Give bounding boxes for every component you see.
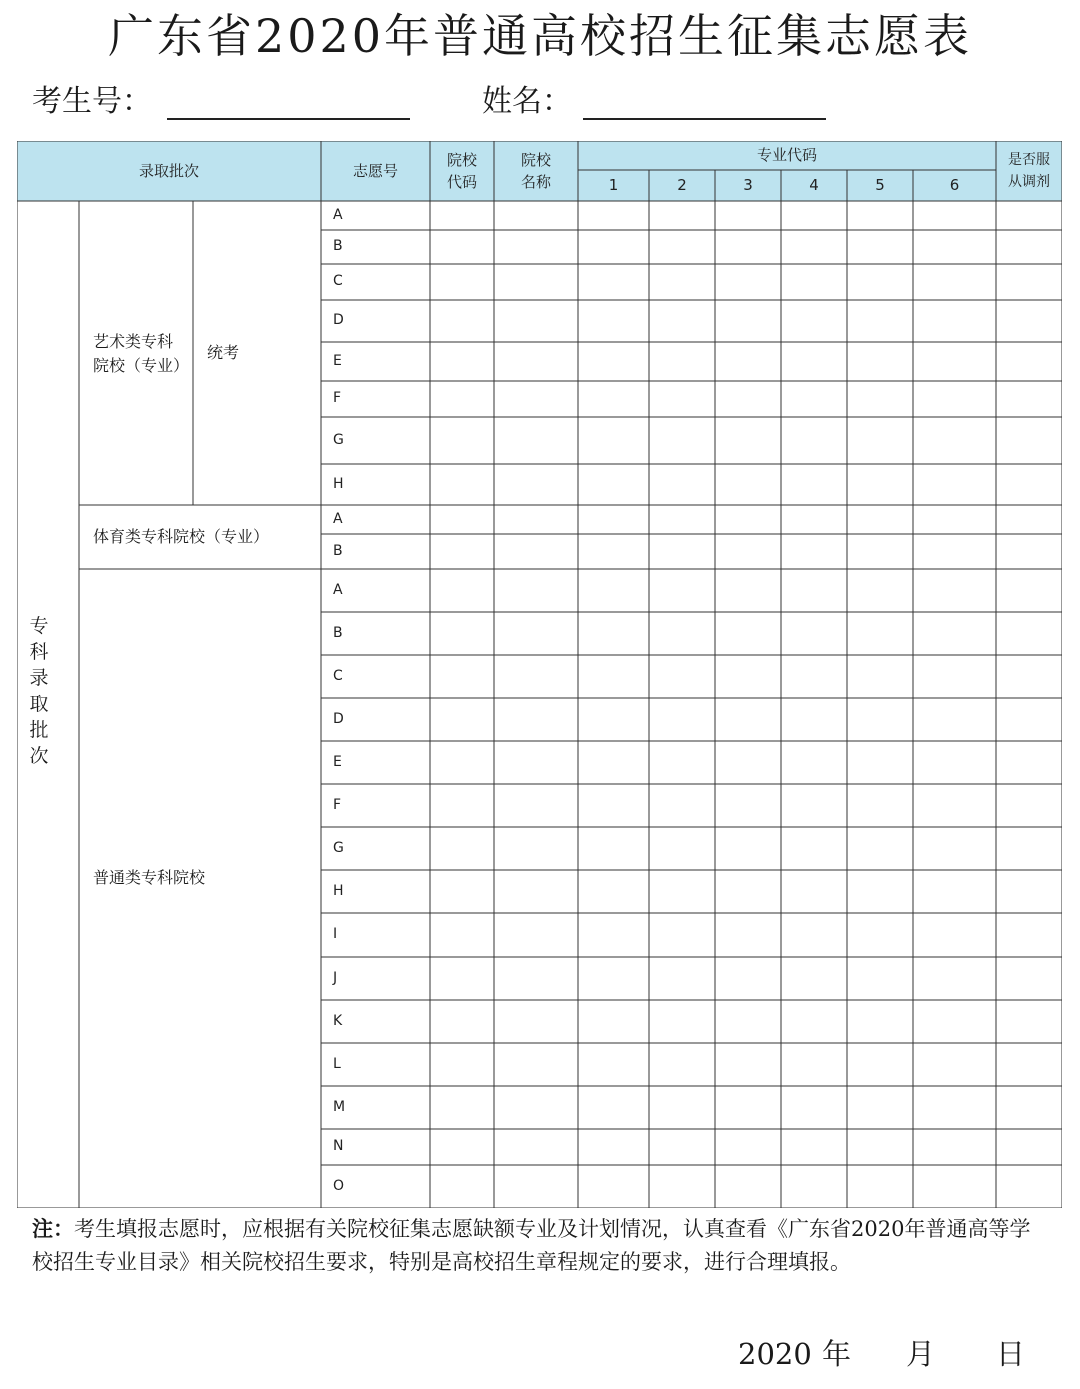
name-field[interactable] [583,118,826,120]
choice-letter-G: G [333,839,344,856]
page-title: 广东省2020年普通高校招生征集志愿表 [107,9,973,63]
sports-group-label: 体育类专科院校（专业） [93,527,270,546]
choice-letter-G: G [333,431,344,448]
date-year: 2020 [738,1337,812,1371]
choice-letter-O: O [333,1177,345,1194]
major-number-2: 2 [677,176,687,194]
header-school-name-line1: 院校 [520,151,551,169]
choice-letter-H: H [333,475,344,492]
major-number-1: 1 [608,176,619,194]
header-school-code-line1: 院校 [446,151,477,169]
choice-letter-B: B [333,238,343,254]
header-school-name [494,149,578,193]
name-label: 姓名： [482,84,572,119]
header-choice-no: 志愿号 [352,162,398,180]
batch-name-vertical [26,613,52,769]
header-school-code-line2: 代码 [446,173,477,191]
batch-name-char: 科 [29,641,49,663]
table-grid [17,141,1062,1208]
choice-letter-B: B [333,542,343,559]
choice-letter-M: M [333,1098,346,1115]
choice-letter-E: E [333,352,342,369]
major-number-5: 5 [875,176,885,194]
batch-name-char: 批 [29,719,49,741]
choice-letter-F: F [333,796,342,813]
header-obey-adjust-line2: 从调剂 [1008,174,1050,190]
header-batch: 录取批次 [138,162,199,180]
date-day-unit: 日 [996,1337,1026,1371]
choice-letter-I: I [333,926,338,942]
major-number-6: 6 [949,176,960,194]
choice-letter-L: L [333,1055,341,1072]
choice-letter-A: A [333,206,343,223]
batch-name-char: 次 [29,745,49,767]
choice-letter-B: B [333,624,343,641]
date-month-unit: 月 [906,1337,936,1371]
choice-letter-J: J [333,969,338,986]
choice-letter-A: A [333,510,343,527]
choice-letter-C: C [333,273,343,289]
footnote-text: 考生填报志愿时，应根据有关院校征集志愿缺额专业及计划情况，认真查看《广东省2020年普通高等学校招生专业目录》相关院校招生要求，特别是高校招生章程规定的要求，进行合理填报。 [32,1217,1031,1274]
date-year-unit: 年 [822,1337,852,1371]
candidate-no-field[interactable] [167,118,410,120]
art-group-label-line2: 院校（专业） [93,356,190,375]
batch-name-char: 取 [29,693,49,715]
batch-name-char: 录 [29,667,49,689]
choice-letter-C: C [333,667,343,684]
choice-letter-E: E [333,753,342,770]
application-form-table [17,141,1062,1208]
header-major-code: 专业代码 [756,146,817,164]
choice-letter-F: F [333,390,342,406]
header-obey-adjust [996,149,1062,193]
major-number-3: 3 [743,176,753,194]
art-sub-label: 统考 [207,343,240,362]
footnote-prefix: 注： [32,1216,74,1241]
choice-letter-H: H [333,882,344,899]
footnote [32,1212,1042,1279]
choice-letter-N: N [333,1138,344,1154]
art-group-label [93,330,189,378]
art-group-label-line1: 艺术类专科 [93,332,174,351]
general-group-label: 普通类专科院校 [93,868,206,887]
choice-letter-D: D [333,710,344,727]
header-obey-adjust-line1: 是否服 [1008,152,1050,168]
header-school-code [430,149,494,193]
batch-name-char: 专 [29,615,49,637]
choice-letter-A: A [333,581,343,598]
choice-letter-D: D [333,312,344,328]
major-number-4: 4 [809,176,819,194]
grid-lines [17,141,1062,1208]
header-school-name-line2: 名称 [520,173,551,191]
choice-letter-K: K [333,1012,343,1029]
candidate-no-label: 考生号： [32,84,152,119]
